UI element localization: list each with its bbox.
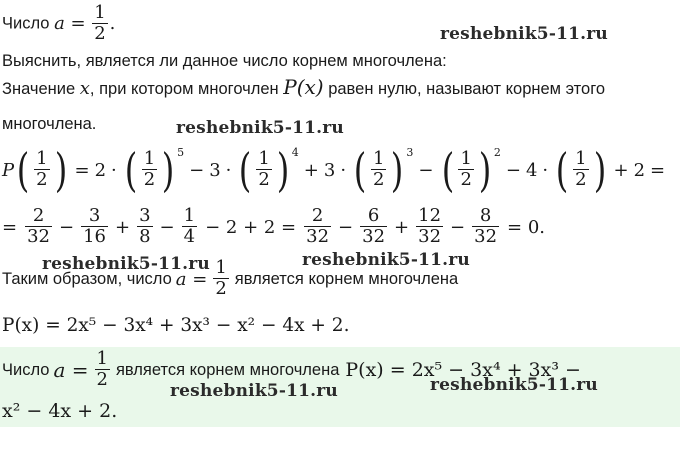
calc2-end: = 0. [507,216,546,238]
half-den: 2 [460,169,472,191]
calc-arg [34,150,49,190]
paren-close: ) [593,143,606,197]
conclusion-fraction [213,259,228,299]
power-5: 5 [177,145,185,159]
calc-half [142,150,157,190]
calc2-minus: − [338,216,354,238]
given-fraction-num: 1 [94,2,106,23]
calc-coef-3b: 3 [323,159,336,181]
given-label: Число [2,14,50,33]
calc-dot: · [225,159,232,181]
answer-den: 2 [96,369,108,391]
definition-func: P(x) [283,75,324,99]
calc-half [458,150,473,190]
half-den: 2 [373,169,385,191]
half-den: 2 [258,169,270,191]
calc-line-1 [2,140,670,200]
calc2-g3 [416,207,443,247]
answer-poly-1: P(x) = 2x⁵ − 3x⁴ + 3x³ − [345,359,581,381]
calc-half [573,150,588,190]
calc-coef-3: 3 [209,159,221,181]
definition-part1: Значение [2,80,76,98]
calc2-f4-den: 4 [183,226,196,248]
paren-close: ) [478,143,492,197]
calc-minus: − [505,159,521,181]
definition-line [2,75,605,99]
calc2-minus: − [450,216,466,238]
calc2-f3-num: 3 [139,205,151,227]
answer-num: 1 [96,348,108,370]
definition-part2: , при котором многочлен [89,80,279,98]
given-number-line [2,4,115,44]
calc-eq: = [74,159,90,181]
calc-plus: + [613,159,629,181]
paren-open: ( [16,143,30,197]
calc-arg-num: 1 [36,148,48,170]
calc-half [371,150,386,190]
watermark: reshebnik5-11.ru [176,118,344,138]
paren-close: ) [391,143,404,197]
calc2-plus: + [115,216,131,238]
conclusion-part1: Таким образом, число [2,269,172,288]
half-num: 1 [373,148,385,170]
paren-close: ) [276,143,290,197]
calc2-f1-num: 2 [32,205,45,227]
calc2-g3-den: 32 [418,226,442,248]
calc-coef-2: 2 [94,159,107,181]
calc2-tail: − 2 + 2 = [205,216,297,238]
half-den: 2 [575,169,587,191]
power-3: 3 [406,145,414,159]
paren-open: ( [124,143,138,197]
calc-arg-den: 2 [36,169,48,191]
calc-const-2: 2 [633,159,646,181]
watermark: reshebnik5-11.ru [430,375,598,395]
answer-part2: является корнем многочлена [115,360,340,379]
calc2-g3-num: 12 [418,205,442,227]
half-num: 1 [460,148,472,170]
calc2-f2 [81,207,108,247]
watermark: reshebnik5-11.ru [302,250,470,270]
half-num: 1 [575,148,587,170]
given-lhs: a = [54,12,86,34]
calc-minus: − [418,159,434,181]
paren-close: ) [54,143,67,197]
half-num: 1 [258,148,270,170]
definition-part4: многочлена. [2,115,97,133]
answer-lhs: a = [53,358,89,382]
calc-minus: − [189,159,205,181]
calc-plus: + [303,159,319,181]
definition-part3: равен нулю, называют корнем этого [328,80,606,98]
conclusion-den: 2 [215,278,227,300]
watermark: reshebnik5-11.ru [42,254,210,274]
calc2-f1-den: 32 [27,226,50,248]
half-num: 1 [143,148,156,170]
calc-line-2 [2,204,545,250]
answer-fraction [95,350,110,390]
calc2-f3 [137,207,152,247]
given-fraction [92,4,107,44]
power-2: 2 [493,145,501,159]
paren-open: ( [555,143,569,197]
calc-dot: · [542,159,549,181]
calc2-f1 [25,207,52,247]
calc2-g4-num: 8 [479,205,492,227]
watermark: reshebnik5-11.ru [170,381,338,401]
calc2-plus: + [394,216,410,238]
calc2-minus: − [159,216,175,238]
calc2-g2-num: 6 [367,205,380,227]
calc2-g1-den: 32 [306,226,330,248]
given-period: . [109,12,116,34]
calc2-g1-num: 2 [311,205,324,227]
given-fraction-den: 2 [94,22,106,44]
answer-part1: Число [2,360,50,379]
conclusion-num: 1 [215,257,227,279]
calc2-eq: = [2,216,18,238]
conclusion-line [2,256,458,302]
paren-open: ( [441,143,454,197]
calc-eq: = [650,159,666,181]
calc-half [256,150,271,190]
calc2-f2-num: 3 [88,205,101,227]
calc-P: P [2,159,15,181]
conclusion-part2: является корнем многочлена [234,269,459,288]
calc-coef-4: 4 [525,159,538,181]
calc2-minus: − [59,216,75,238]
task-text: Выяснить, является ли данное число корнем многочлена: [2,52,447,70]
calc2-g4 [472,207,499,247]
watermark: reshebnik5-11.ru [440,24,608,44]
calc-dot: · [111,159,117,181]
calc2-g1 [304,207,331,247]
paren-open: ( [239,143,252,197]
paren-open: ( [353,143,367,197]
calc2-f4 [182,207,197,247]
polynomial: P(x) = 2x⁵ − 3x⁴ + 3x³ − x² − 4x + 2. [2,315,350,336]
calc-dot: · [340,159,347,181]
paren-close: ) [161,143,175,197]
calc2-f2-den: 16 [83,226,106,248]
definition-var: x [79,78,90,99]
conclusion-lhs: a = [175,268,208,290]
calc2-f3-den: 8 [139,226,151,248]
half-den: 2 [143,169,156,191]
answer-poly-2: x² − 4x + 2. [2,400,118,422]
calc2-g2-den: 32 [362,226,386,248]
calc2-g2 [360,207,387,247]
calc2-f4-num: 1 [183,205,196,227]
calc2-g4-den: 32 [474,226,498,248]
power-4: 4 [291,145,299,159]
